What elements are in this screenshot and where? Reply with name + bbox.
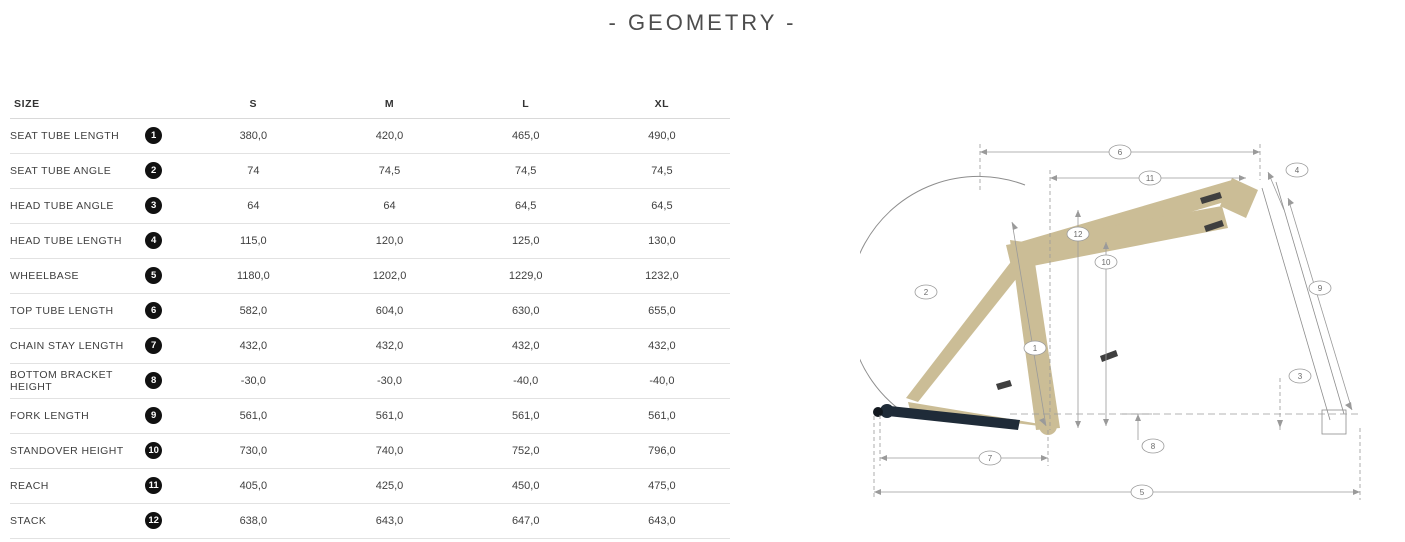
cell-m: 420,0 [375,129,404,142]
table-row [10,223,730,258]
cell-m: 120,0 [375,234,404,247]
cell-s: 432,0 [239,339,268,352]
table-header-row [10,90,730,118]
table-header [10,90,730,118]
geometry-table-container [10,90,730,539]
cell-s: -30,0 [240,374,266,387]
column-header-s: S [185,90,321,118]
row-label: WHEELBASE [10,269,79,282]
callout-badge: 8 [145,372,162,389]
cell-m: 561,0 [375,409,404,422]
cell-s: 115,0 [239,234,267,247]
callout-badge: 7 [145,337,162,354]
row-label: TOP TUBE LENGTH [10,304,114,317]
cell-m: -30,0 [376,374,403,387]
row-label: HEAD TUBE ANGLE [10,199,114,212]
cell-xl: 475,0 [648,479,676,492]
callout-badge: 11 [145,477,162,494]
row-label: CHAIN STAY LENGTH [10,339,124,352]
callout-2: 2 [923,288,929,297]
callout-3: 3 [1297,372,1303,381]
page-title: - GEOMETRY - [608,10,797,35]
callout-badge: 6 [145,302,162,319]
cell-l: 1229,0 [508,269,543,282]
callout-8: 8 [1150,442,1156,451]
cell-xl: 64,5 [651,199,673,212]
cell-s: 561,0 [239,409,268,422]
cell-xl: 1232,0 [645,269,679,282]
callout-badge: 4 [145,232,162,249]
cell-xl: 796,0 [648,444,676,457]
cell-l: 125,0 [511,234,540,247]
table-row [10,468,730,503]
row-badge-cell [145,118,185,153]
row-label: STACK [10,514,47,527]
cell-l: 450,0 [511,479,540,492]
row-badge-cell [145,223,185,258]
callout-badge: 2 [145,162,162,179]
row-badge-cell [145,188,185,223]
callout-10: 10 [1101,258,1111,267]
cell-l: 647,0 [511,514,540,527]
row-label: FORK LENGTH [10,409,90,422]
column-header-m: M [321,90,457,118]
row-badge-cell [145,398,185,433]
row-label: SEAT TUBE LENGTH [10,129,120,142]
row-badge-cell [145,503,185,538]
callout-1: 1 [1032,344,1038,353]
cell-l: 74,5 [514,164,537,177]
cell-l: 752,0 [511,444,540,457]
cell-m: 432,0 [375,339,404,352]
table-row [10,188,730,223]
callout-badge: 10 [145,442,162,459]
column-header-size: SIZE [10,90,185,118]
cell-s: 638,0 [239,514,268,527]
row-label: HEAD TUBE LENGTH [10,234,122,247]
cell-s: 405,0 [239,479,268,492]
cell-xl: 561,0 [648,409,676,422]
row-badge-cell [145,293,185,328]
row-label: REACH [10,479,49,492]
cell-m: 740,0 [375,444,404,457]
callout-badge: 3 [145,197,162,214]
cell-s: 730,0 [239,444,268,457]
cell-m: 425,0 [375,479,404,492]
cell-m: 74,5 [378,164,401,177]
cell-xl: -40,0 [649,374,675,387]
row-badge-cell [145,153,185,188]
table-row [10,258,730,293]
callout-11: 11 [1145,174,1155,183]
callout-badge: 1 [145,127,162,144]
callout-9: 9 [1317,284,1323,293]
row-badge-cell [145,258,185,293]
row-badge-cell [145,468,185,503]
table-body [10,118,730,538]
callout-badge: 5 [145,267,162,284]
cell-s: 582,0 [239,304,268,317]
callout-7: 7 [987,454,993,463]
table-row [10,118,730,153]
cell-m: 64 [383,199,396,212]
callout-4: 4 [1294,166,1300,175]
cell-xl: 655,0 [648,304,676,317]
cell-xl: 643,0 [648,514,676,527]
cell-l: 465,0 [511,129,540,142]
table-row [10,328,730,363]
cell-s: 74 [247,164,260,177]
column-header-l: L [458,90,594,118]
table-row [10,293,730,328]
cell-m: 604,0 [375,304,404,317]
cell-l: 432,0 [511,339,540,352]
cell-l: 64,5 [514,199,537,212]
row-label: STANDOVER HEIGHT [10,444,124,457]
cell-s: 1180,0 [236,269,270,282]
cell-m: 1202,0 [372,269,407,282]
callout-12: 12 [1073,230,1083,239]
cell-xl: 490,0 [648,129,676,142]
row-badge-cell [145,433,185,468]
table-row [10,503,730,538]
table-row [10,398,730,433]
row-label: SEAT TUBE ANGLE [10,164,112,177]
cell-l: -40,0 [513,374,539,387]
geometry-table [10,90,730,539]
cell-xl: 130,0 [648,234,676,247]
row-label: BOTTOM BRACKET HEIGHT [10,368,113,393]
column-header-xl: XL [594,90,730,118]
table-row [10,433,730,468]
callout-6: 6 [1117,148,1123,157]
cell-l: 630,0 [511,304,540,317]
callout-badge: 9 [145,407,162,424]
row-badge-cell [145,328,185,363]
cell-xl: 74,5 [651,164,673,177]
table-row [10,153,730,188]
row-badge-cell [145,363,185,398]
cell-xl: 432,0 [648,339,676,352]
callout-badge: 12 [145,512,162,529]
cell-s: 380,0 [239,129,268,142]
cell-l: 561,0 [511,409,540,422]
callout-5: 5 [1139,488,1145,497]
frame-geometry-diagram [860,110,1400,510]
cell-s: 64 [247,199,260,212]
table-row [10,363,730,398]
cell-m: 643,0 [375,514,404,527]
